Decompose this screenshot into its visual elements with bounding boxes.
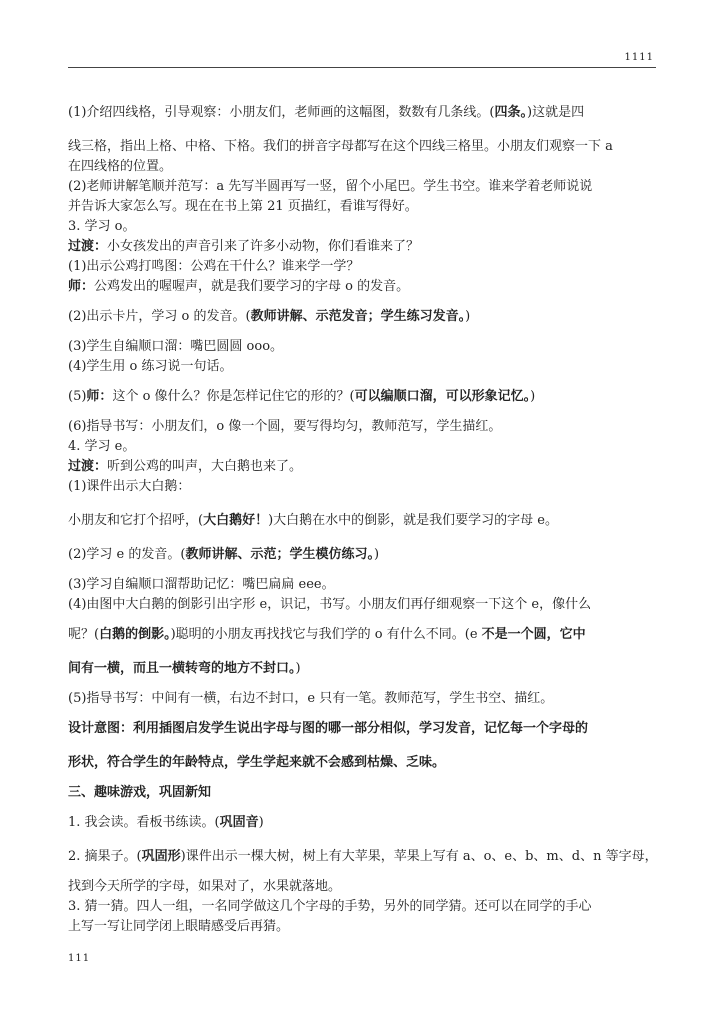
text-line (68, 157, 660, 177)
bold-text-segment: 教师讲解、示范；学生模仿练习。 (185, 547, 374, 562)
text-segment: 2. 摘果子。( (68, 849, 142, 864)
text-segment: (6)指导书写：小朋友们，o 像一个圆，要写得均匀，教师范写，学生描红。 (68, 419, 502, 434)
text-line (68, 813, 660, 833)
text-segment: 并告诉大家怎么写。现在在书上第 21 页描红，看谁写得好。 (68, 199, 418, 214)
text-line (68, 307, 660, 327)
text-line (68, 719, 660, 739)
text-line (68, 387, 660, 407)
text-line (68, 689, 660, 709)
text-segment: )课件出示一棵大树，树上有大苹果，苹果上写有 a、o、e、b、m、d、n 等字母， (180, 849, 658, 864)
text-segment: 公鸡发出的喔喔声，就是我们要学习的字母 o 的发音。 (94, 279, 410, 294)
text-segment: 听到公鸡的叫声，大白鹅也来了。 (107, 459, 303, 474)
bold-text-segment: 巩固形 (141, 849, 181, 864)
text-line (68, 897, 660, 917)
bold-text-segment: 四条。 (494, 105, 528, 120)
bold-text-segment: 师： (86, 389, 113, 404)
text-line (68, 575, 660, 595)
text-line (68, 625, 660, 645)
text-segment: 找到今天所学的字母，如果对了，水果就落地。 (68, 879, 342, 894)
bold-text-segment: 师： (68, 279, 95, 294)
text-segment: (1)介绍四线格，引导观察：小朋友们，老师画的这幅图，数数有几条线。( (68, 105, 495, 120)
text-line (68, 877, 660, 897)
text-segment: (1)课件出示大白鹅： (68, 479, 191, 494)
bold-text-segment: 三、趣味游戏，巩固新知 (68, 785, 212, 800)
text-line (68, 457, 660, 477)
text-segment: 线三格，指出上格、中格、下格。我们的拼音字母都写在这个四线三格里。小朋友们观察一下 a (68, 139, 613, 154)
text-segment: )大白鹅在水中的倒影，就是我们要学习的字母 e。 (268, 513, 558, 528)
footer-page-number: 111 (68, 953, 91, 964)
text-line (68, 357, 660, 377)
bold-text-segment: 设计意图：利用插图启发学生说出字母与图的哪一部分相似，学习发音，记忆每一个字母的 (68, 721, 589, 736)
text-segment: (5)指导书写：中间有一横，右边不封口，e 只有一笔。教师范写，学生书空、描红。 (68, 691, 554, 706)
text-line (68, 137, 660, 157)
text-segment: 上写一写让同学闭上眼睛感受后再猜。 (68, 919, 290, 934)
text-line (68, 257, 660, 277)
text-segment: 3. 猜一猜。四人一组，一名同学做这几个字母的手势，另外的同学猜。还可以在同学的手心 (68, 899, 592, 914)
text-segment: 1. 我会读。看板书练读。( (68, 815, 220, 830)
text-segment: ) (465, 309, 471, 324)
text-segment: (2)学习 e 的发音。( (68, 547, 186, 562)
text-segment: 4. 学习 e。 (68, 439, 136, 454)
text-segment: (3)学习自编顺口溜帮助记忆：嘴巴扁扁 eee。 (68, 577, 335, 592)
text-line (68, 337, 660, 357)
text-segment: )这就是四 (527, 105, 585, 120)
text-line (68, 511, 660, 531)
text-line (68, 103, 660, 123)
text-segment: 呢？( (68, 627, 100, 642)
text-line (68, 277, 660, 297)
text-segment: )聪明的小朋友再找找它与我们学的 o 有什么不同。(e (170, 627, 482, 642)
bold-text-segment: 间有一横，而且一横转弯的地方不封口。 (68, 661, 296, 676)
text-line (68, 595, 660, 615)
bold-text-segment: 过渡： (68, 239, 108, 254)
text-line (68, 847, 660, 867)
bold-text-segment: 大白鹅好！ (203, 513, 269, 528)
text-line (68, 417, 660, 437)
text-segment: 在四线格的位置。 (68, 159, 173, 174)
text-segment: (2)老师讲解笔顺并范写：a 先写半圆再写一竖，留个小尾巴。学生书空。谁来学着老师说说 (68, 179, 593, 194)
text-segment: ) (373, 547, 380, 562)
text-segment: (1)出示公鸡打鸣图：公鸡在干什么？谁来学一学？ (68, 259, 360, 274)
text-line (68, 237, 660, 257)
text-segment: (5) (68, 389, 87, 404)
text-line (68, 783, 660, 803)
text-line (68, 659, 660, 679)
bold-text-segment: 过渡： (68, 459, 108, 474)
text-line (68, 177, 660, 197)
bold-text-segment: 教师讲解、示范发音；学生练习发音。 (250, 309, 466, 324)
bold-text-segment: 白鹅的倒影。 (99, 627, 171, 642)
text-segment: ) (530, 389, 536, 404)
text-segment: ) (295, 661, 301, 676)
text-line (68, 753, 660, 773)
header-rule (68, 67, 656, 68)
header-page-number: 1111 (624, 52, 654, 63)
text-segment: 小朋友和它打个招呼，( (68, 513, 204, 528)
text-line (68, 545, 660, 565)
text-line (68, 217, 660, 237)
text-segment: (2)出示卡片，学习 o 的发音。( (68, 309, 251, 324)
bold-text-segment: 不是一个圆，它中 (481, 627, 586, 642)
text-segment: (4)由图中大白鹅的倒影引出字形 e，识记，书写。小朋友们再仔细观察一下这个 e，像什么 (68, 597, 592, 612)
text-line (68, 477, 660, 497)
text-segment: 3. 学习 o。 (68, 219, 136, 234)
bold-text-segment: 巩固音 (219, 815, 259, 830)
text-segment: ) (258, 815, 264, 830)
text-line (68, 917, 660, 937)
document-body (68, 103, 660, 937)
text-segment: (4)学生用 o 练习说一句话。 (68, 359, 233, 374)
text-segment: (3)学生自编顺口溜：嘴巴圆圆 ooo。 (68, 339, 284, 354)
text-line (68, 197, 660, 217)
text-line (68, 437, 660, 457)
bold-text-segment: 可以编顺口溜，可以形象记忆。 (354, 389, 531, 404)
text-segment: 这个 o 像什么？你是怎样记住它的形的？( (112, 389, 355, 404)
bold-text-segment: 形状，符合学生的年龄特点，学生学起来就不会感到枯燥、乏味。 (68, 755, 446, 770)
text-segment: 小女孩发出的声音引来了许多小动物，你们看谁来了？ (107, 239, 420, 254)
